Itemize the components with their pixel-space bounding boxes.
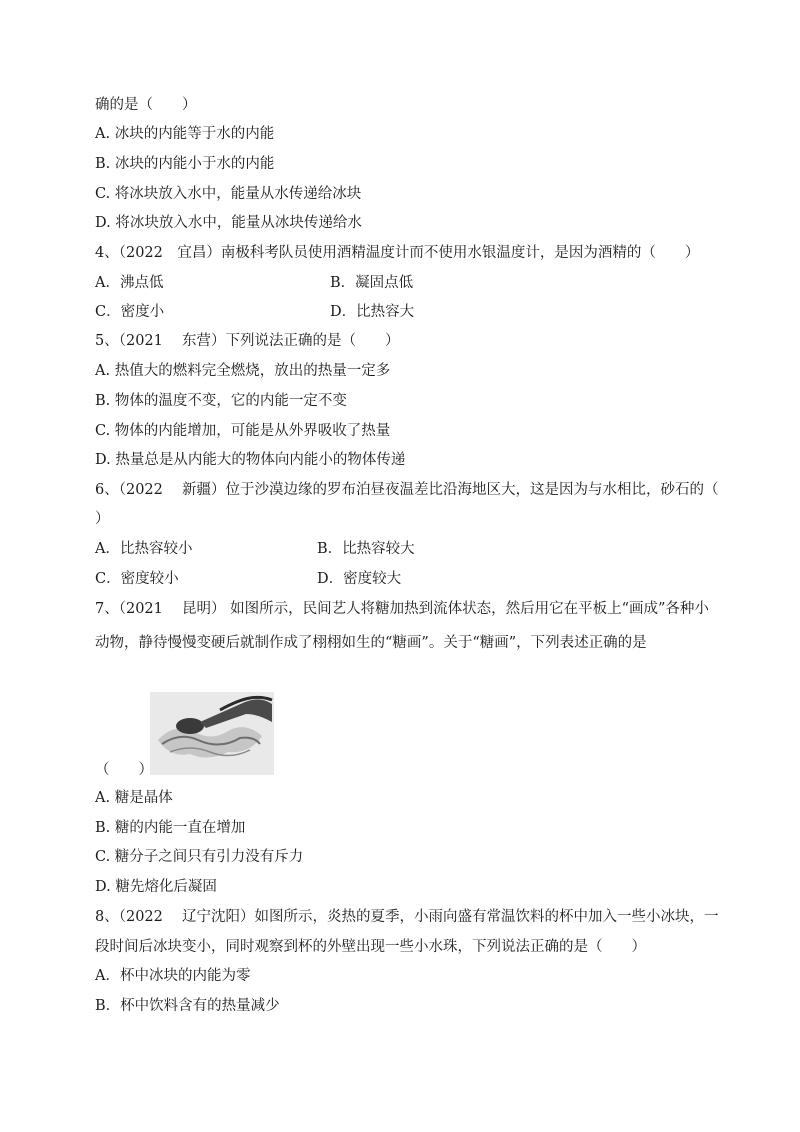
q7-option-b: B. 糖的内能一直在增加 bbox=[95, 820, 246, 836]
q7-option-c: C. 糖分子之间只有引力没有斥力 bbox=[95, 849, 304, 865]
q4-option-b: B．凝固点低 bbox=[330, 275, 414, 291]
q5-option-d: D. 热量总是从内能大的物体向内能小的物体传递 bbox=[95, 452, 406, 468]
q6-option-b: B．比热容较大 bbox=[317, 541, 415, 557]
question-7-stem-continuation: 动物，静待慢慢变硬后就制作成了栩栩如生的“糖画”。关于“糖画”，下列表述正确的是 bbox=[95, 635, 647, 651]
q3-option-b: B. 冰块的内能小于水的内能 bbox=[95, 156, 275, 172]
question-6-stem: 6、（2022 新疆）位于沙漠边缘的罗布泊昼夜温差比沿海地区大，这是因为与水相比，砂石的（ bbox=[95, 482, 719, 498]
sugar-painting-photo bbox=[150, 692, 274, 775]
question-5-stem: 5、（2021 东营）下列说法正确的是（ ） bbox=[95, 333, 400, 349]
q4-option-d: D．比热容大 bbox=[330, 304, 415, 320]
q5-option-c: C. 物体的内能增加，可能是从外界吸收了热量 bbox=[95, 423, 391, 439]
q5-option-a: A. 热值大的燃料完全燃烧，放出的热量一定多 bbox=[95, 363, 391, 379]
q7-option-d: D. 糖先熔化后凝固 bbox=[95, 879, 217, 895]
sugar-painting-illustration bbox=[150, 692, 274, 775]
question-8-stem: 8、（2022 辽宁沈阳）如图所示，炎热的夏季，小雨向盛有常温饮料的杯中加入一些小冰块，一 bbox=[95, 909, 719, 925]
q4-option-c: C．密度小 bbox=[95, 304, 165, 320]
q4-option-a: A．沸点低 bbox=[95, 275, 164, 291]
question-8-stem-continuation: 段时间后冰块变小，同时观察到杯的外壁出现一些小水珠，下列说法正确的是（ ） bbox=[95, 939, 646, 955]
q6-option-d: D．密度较大 bbox=[317, 571, 402, 587]
q7-option-a: A. 糖是晶体 bbox=[95, 790, 173, 806]
q5-option-b: B. 物体的温度不变，它的内能一定不变 bbox=[95, 393, 347, 409]
question-7-answer-parentheses: （ ） bbox=[95, 762, 153, 778]
question-4-stem: 4、（2022 宜昌）南极科考队员使用酒精温度计而不使用水银温度计，是因为酒精的（ ） bbox=[95, 245, 700, 261]
q6-option-c: C．密度较小 bbox=[95, 571, 179, 587]
q8-option-a: A．杯中冰块的内能为零 bbox=[95, 968, 251, 984]
q3-option-d: D. 将冰块放入水中，能量从冰块传递给水 bbox=[95, 215, 362, 231]
question-7-stem: 7、（2021 昆明） 如图所示，民间艺人将糖加热到流体状态，然后用它在平板上“画成”各种小 bbox=[95, 601, 709, 617]
q3-option-a: A. 冰块的内能等于水的内能 bbox=[95, 126, 275, 142]
question-6-stem-continuation: ） bbox=[95, 511, 110, 527]
question-3-stem-continuation: 确的是（ ） bbox=[95, 97, 197, 113]
q3-option-c: C. 将冰块放入水中，能量从水传递给冰块 bbox=[95, 186, 362, 202]
q8-option-b: B．杯中饮料含有的热量减少 bbox=[95, 998, 280, 1014]
q6-option-a: A．比热容较小 bbox=[95, 541, 193, 557]
